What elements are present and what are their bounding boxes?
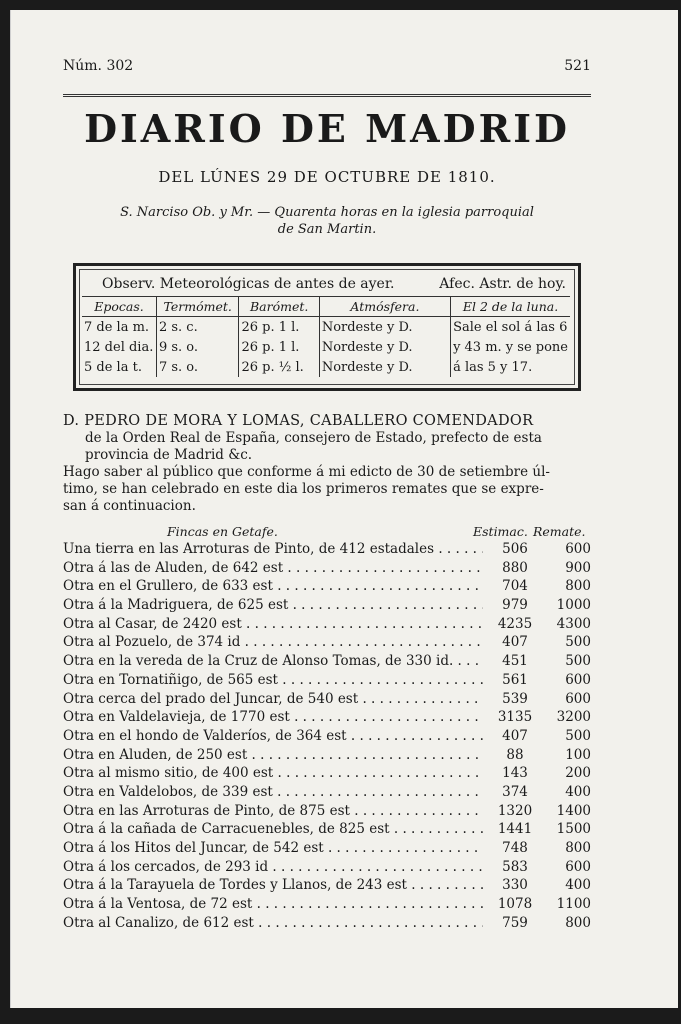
finca-description: Otra en las Arroturas de Pinto, de 875 est . . . xyxy=(63,803,483,819)
saint-line-1: S. Narciso Ob. y Mr. — Quarenta horas en la iglesia parroquial xyxy=(120,205,534,220)
weather-row xyxy=(82,357,570,377)
finca-estimacion: 88 xyxy=(485,747,545,763)
col-luna: El 2 de la luna. xyxy=(451,297,570,317)
finca-remate: 1400 xyxy=(556,802,591,819)
finca-remate: 500 xyxy=(565,653,591,670)
fincas-list xyxy=(63,541,591,933)
decree-subtitle-2: provincia de Madrid &c. xyxy=(85,447,253,463)
finca-estimacion: 407 xyxy=(485,634,545,650)
astro-title: Afec. Astr. de hoy. xyxy=(439,276,566,292)
finca-row xyxy=(63,747,591,766)
finca-remate: 500 xyxy=(565,634,591,651)
barometro-cell: 26 p. 1 l. xyxy=(239,317,319,338)
weather-title: Observ. Meteorológicas de antes de ayer. xyxy=(102,276,395,292)
decree-title: D. PEDRO DE MORA Y LOMAS, CABALLERO COMENDADOR xyxy=(63,413,534,429)
finca-estimacion: 979 xyxy=(485,597,545,613)
epoca-cell: 7 de la m. xyxy=(82,317,156,338)
finca-row xyxy=(63,653,591,672)
finca-row xyxy=(63,634,591,653)
finca-description: Otra á las de Aluden, de 642 est . . . xyxy=(63,560,483,576)
decree-subtitle-1: de la Orden Real de España, consejero de Estado, prefecto de esta xyxy=(85,430,542,446)
finca-description: Otra en el Grullero, de 633 est . . . xyxy=(63,578,483,594)
weather-row xyxy=(82,317,570,338)
masthead-title: DIARIO DE MADRID xyxy=(84,106,570,151)
luna-cell: Sale el sol á las 6 xyxy=(453,319,568,335)
header-rule xyxy=(63,94,591,97)
finca-description: Otra en la vereda de la Cruz de Alonso Tomas, de 330 id. . . . xyxy=(63,653,483,669)
finca-estimacion: 506 xyxy=(485,541,545,557)
finca-row xyxy=(63,597,591,616)
finca-row xyxy=(63,709,591,728)
finca-remate: 200 xyxy=(565,765,591,782)
finca-description: Otra á la Madriguera, de 625 est . . . xyxy=(63,597,483,613)
finca-estimacion: 407 xyxy=(485,728,545,744)
finca-description: Otra á los Hitos del Juncar, de 542 est . . . xyxy=(63,840,483,856)
finca-row xyxy=(63,560,591,579)
finca-row xyxy=(63,840,591,859)
page-number: 521 xyxy=(564,58,591,74)
finca-remate: 400 xyxy=(565,877,591,894)
col-termometro: Termómet. xyxy=(156,297,239,317)
col-atmosfera: Atmósfera. xyxy=(319,297,450,317)
decree-body-2: timo, se han celebrado en este dia los primeros remates que se expre- xyxy=(63,481,544,497)
finca-description: Otra á la Ventosa, de 72 est . . . xyxy=(63,896,483,912)
finca-description: Otra en Aluden, de 250 est . . . xyxy=(63,747,483,763)
termometro-cell: 9 s. o. xyxy=(156,337,239,357)
page-header xyxy=(63,58,591,78)
finca-remate: 500 xyxy=(565,727,591,744)
atmosfera-cell: Nordeste y D. xyxy=(319,317,450,338)
fincas-header xyxy=(63,524,591,540)
finca-estimacion: 1441 xyxy=(485,821,545,837)
issue-number: Núm. 302 xyxy=(63,58,134,74)
finca-remate: 800 xyxy=(565,578,591,595)
finca-remate: 600 xyxy=(565,858,591,875)
finca-estimacion: 704 xyxy=(485,578,545,594)
weather-observations-box xyxy=(73,263,581,391)
finca-remate: 600 xyxy=(565,541,591,557)
finca-row xyxy=(63,915,591,934)
finca-row xyxy=(63,896,591,915)
finca-description: Otra á los cercados, de 293 id . . . xyxy=(63,859,483,875)
saint-of-day xyxy=(63,204,591,238)
finca-remate: 400 xyxy=(565,783,591,800)
barometro-cell: 26 p. 1 l. xyxy=(239,337,319,357)
finca-estimacion: 374 xyxy=(485,784,545,800)
finca-estimacion: 561 xyxy=(485,672,545,688)
finca-description: Otra al Pozuelo, de 374 id . . . xyxy=(63,634,483,650)
finca-row xyxy=(63,821,591,840)
epoca-cell: 12 del dia. xyxy=(82,337,156,357)
finca-description: Otra al Canalizo, de 612 est . . . xyxy=(63,915,483,931)
finca-estimacion: 1320 xyxy=(485,803,545,819)
finca-remate: 600 xyxy=(565,671,591,688)
atmosfera-cell: Nordeste y D. xyxy=(319,337,450,357)
finca-estimacion: 451 xyxy=(485,653,545,669)
finca-estimacion: 539 xyxy=(485,691,545,707)
saint-line-2: de San Martin. xyxy=(277,222,377,237)
finca-description: Otra en Tornatiñigo, de 565 est . . . xyxy=(63,672,483,688)
finca-row xyxy=(63,616,591,635)
finca-row xyxy=(63,803,591,822)
finca-estimacion: 1078 xyxy=(485,896,545,912)
atmosfera-cell: Nordeste y D. xyxy=(319,357,450,377)
finca-remate: 800 xyxy=(565,840,591,856)
epoca-cell: 5 de la t. xyxy=(82,357,156,377)
finca-remate: 800 xyxy=(565,914,591,931)
decree-body-1: Hago saber al público que conforme á mi edicto de 30 de setiembre úl- xyxy=(63,464,550,480)
weather-table-header xyxy=(82,297,570,317)
finca-estimacion: 583 xyxy=(485,859,545,875)
luna-cell: y 43 m. y se pone xyxy=(453,339,568,355)
dateline: DEL LÚNES 29 DE OCTUBRE DE 1810. xyxy=(158,168,496,186)
finca-remate: 100 xyxy=(565,746,591,763)
fincas-heading: Fincas en Getafe. xyxy=(167,524,278,539)
finca-row xyxy=(63,541,591,560)
decree-notice xyxy=(63,413,591,515)
finca-remate: 1100 xyxy=(556,896,591,913)
finca-description: Otra en Valdelobos, de 339 est . . . xyxy=(63,784,483,800)
finca-row xyxy=(63,672,591,691)
weather-row xyxy=(82,337,570,357)
luna-cell: á las 5 y 17. xyxy=(453,359,533,375)
finca-estimacion: 330 xyxy=(485,877,545,893)
finca-remate: 4300 xyxy=(556,615,591,632)
finca-row xyxy=(63,784,591,803)
decree-body-3: san á continuacion. xyxy=(63,498,196,514)
finca-estimacion: 3135 xyxy=(485,709,545,725)
finca-estimacion: 759 xyxy=(485,915,545,931)
finca-remate: 900 xyxy=(565,559,591,576)
finca-description: Otra al mismo sitio, de 400 est . . . xyxy=(63,765,483,781)
finca-estimacion: 143 xyxy=(485,765,545,781)
newspaper-page xyxy=(10,10,678,1008)
finca-row xyxy=(63,728,591,747)
finca-remate: 3200 xyxy=(556,709,591,726)
finca-remate: 1000 xyxy=(556,597,591,614)
col-estimacion: Estimac. xyxy=(473,524,528,539)
finca-row xyxy=(63,877,591,896)
finca-description: Una tierra en las Arroturas de Pinto, de 412 estadales . . . xyxy=(63,541,483,557)
finca-remate: 600 xyxy=(565,690,591,707)
finca-row xyxy=(63,691,591,710)
barometro-cell: 26 p. ½ l. xyxy=(239,357,319,377)
finca-estimacion: 748 xyxy=(485,840,545,856)
finca-estimacion: 880 xyxy=(485,560,545,576)
finca-remate: 1500 xyxy=(556,821,591,838)
weather-table xyxy=(82,296,570,377)
finca-row xyxy=(63,578,591,597)
termometro-cell: 2 s. c. xyxy=(156,317,239,338)
finca-description: Otra cerca del prado del Juncar, de 540 est . . . xyxy=(63,691,483,707)
finca-description: Otra al Casar, de 2420 est . . . xyxy=(63,616,483,632)
finca-estimacion: 4235 xyxy=(485,616,545,632)
termometro-cell: 7 s. o. xyxy=(156,357,239,377)
finca-description: Otra en el hondo de Valderíos, de 364 est . . . xyxy=(63,728,483,744)
finca-row xyxy=(63,765,591,784)
col-barometro: Barómet. xyxy=(239,297,319,317)
finca-description: Otra en Valdelavieja, de 1770 est . . . xyxy=(63,709,483,725)
col-epocas: Epocas. xyxy=(82,297,156,317)
weather-box-header xyxy=(80,270,574,298)
finca-description: Otra á la cañada de Carracuenebles, de 825 est . . . xyxy=(63,821,483,837)
finca-row xyxy=(63,859,591,878)
col-remate: Remate. xyxy=(533,524,586,539)
finca-description: Otra á la Tarayuela de Tordes y Llanos, de 243 est . . . xyxy=(63,877,483,893)
